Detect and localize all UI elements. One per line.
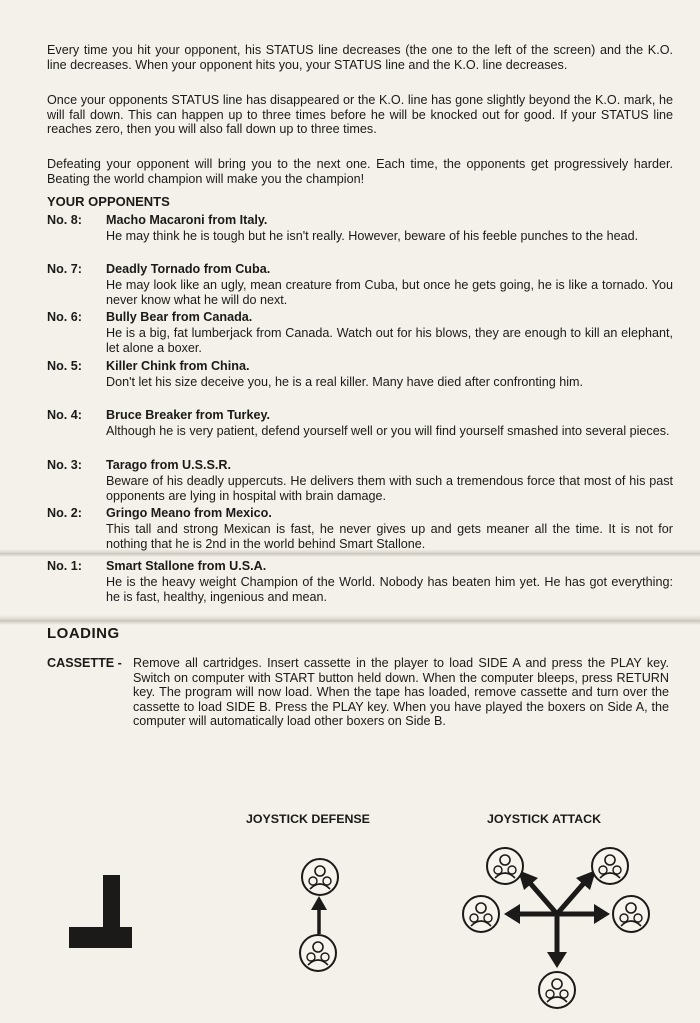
- opponent-number: No. 3:: [47, 458, 82, 472]
- opponent-number: No. 8:: [47, 213, 82, 227]
- opponent-description: Don't let his size deceive you, he is a real killer. Many have died after confronting him.: [106, 375, 584, 389]
- boxer-icon: [539, 972, 575, 1008]
- boxer-icon: [487, 848, 523, 884]
- boxer-icon: [300, 935, 336, 971]
- intro-paragraph-status: Every time you hit your opponent, his STATUS line decreases (the one to the left of the screen) and the K.O. line decreases. When your opponent hits you, your STATUS line and the K.O. line decreases.: [47, 43, 673, 72]
- opponent-name: Macho Macaroni from Italy.: [106, 213, 268, 227]
- opponent-number: No. 2:: [47, 506, 82, 520]
- attack-diagram: [463, 848, 649, 1008]
- opponent-name: Deadly Tornado from Cuba.: [106, 262, 271, 276]
- opponents-heading: YOUR OPPONENTS: [47, 194, 170, 209]
- opponent-description: Beware of his deadly uppercuts. He delivers them with such a tremendous force that most of his past opponents are lying in hospital with brain damage.: [106, 474, 673, 503]
- defense-diagram: [300, 859, 338, 971]
- opponent-name: Killer Chink from China.: [106, 359, 250, 373]
- arrow-up-icon: [311, 896, 327, 934]
- opponent-description: He may think he is tough but he isn't really. However, beware of his feeble punches to the head.: [106, 229, 639, 243]
- opponent-number: No. 6:: [47, 310, 82, 324]
- opponent-name: Gringo Meano from Mexico.: [106, 506, 272, 520]
- paper-crease: [0, 615, 700, 625]
- opponent-name: Smart Stallone from U.S.A.: [106, 559, 267, 573]
- intro-paragraph-knockdown: Once your opponents STATUS line has disappeared or the K.O. line has gone slightly beyond the K.O. mark, he will fall down. This can happen up to three times before he will be knocked out for good. If your STATUS line reaches zero, then you will also fall down up to three times.: [47, 93, 673, 137]
- intro-paragraph-progression: Defeating your opponent will bring you to the next one. Each time, the opponents get progressively harder. Beating the world champion will make you the champion!: [47, 157, 673, 186]
- attack-arrows-icon: [504, 870, 610, 968]
- joystick-diagram: [0, 830, 700, 1023]
- opponent-number: No. 5:: [47, 359, 82, 373]
- opponent-description: He is the heavy weight Champion of the World. Nobody has beaten him yet. He has got everything: he is fast, healthy, ingenious and mean.: [106, 575, 673, 604]
- boxer-icon: [302, 859, 338, 895]
- opponent-description: He is a big, fat lumberjack from Canada. Watch out for his blows, they are enough to kill an elephant, let alone a boxer.: [106, 326, 673, 355]
- opponent-description: Although he is very patient, defend yourself well or you will find yourself smashed into several pieces.: [106, 424, 670, 438]
- opponent-description: This tall and strong Mexican is fast, he never gives up and gets meaner all the time. It is not for nothing that he is 2nd in the world behind Smart Stallone.: [106, 522, 673, 551]
- boxer-icon: [592, 848, 628, 884]
- opponent-name: Bruce Breaker from Turkey.: [106, 408, 271, 422]
- boxer-icon: [463, 896, 499, 932]
- opponent-name: Tarago from U.S.S.R.: [106, 458, 232, 472]
- boxer-icon: [613, 896, 649, 932]
- loading-heading: LOADING: [47, 625, 120, 642]
- opponent-name: Bully Bear from Canada.: [106, 310, 253, 324]
- opponent-number: No. 7:: [47, 262, 82, 276]
- cassette-instructions: Remove all cartridges. Insert cassette in the player to load SIDE A and press the PLAY key. Switch on computer with START button held down. When the computer bleeps, press RETURN key. The program will now load. When the tape has loaded, remove cassette and turn over the cassette to load SIDE B. Press the PLAY key. When you have played the boxers on Side A, the computer will automatically load other boxers on Side B.: [133, 656, 669, 729]
- joystick-icon: [69, 875, 132, 948]
- joystick-defense-caption: JOYSTICK DEFENSE: [246, 812, 370, 826]
- opponent-number: No. 4:: [47, 408, 82, 422]
- opponent-number: No. 1:: [47, 559, 82, 573]
- cassette-label: CASSETTE -: [47, 656, 122, 670]
- joystick-attack-caption: JOYSTICK ATTACK: [487, 812, 602, 826]
- opponent-description: He may look like an ugly, mean creature from Cuba, but once he gets going, he is like a tornado. You never know what he will do next.: [106, 278, 673, 307]
